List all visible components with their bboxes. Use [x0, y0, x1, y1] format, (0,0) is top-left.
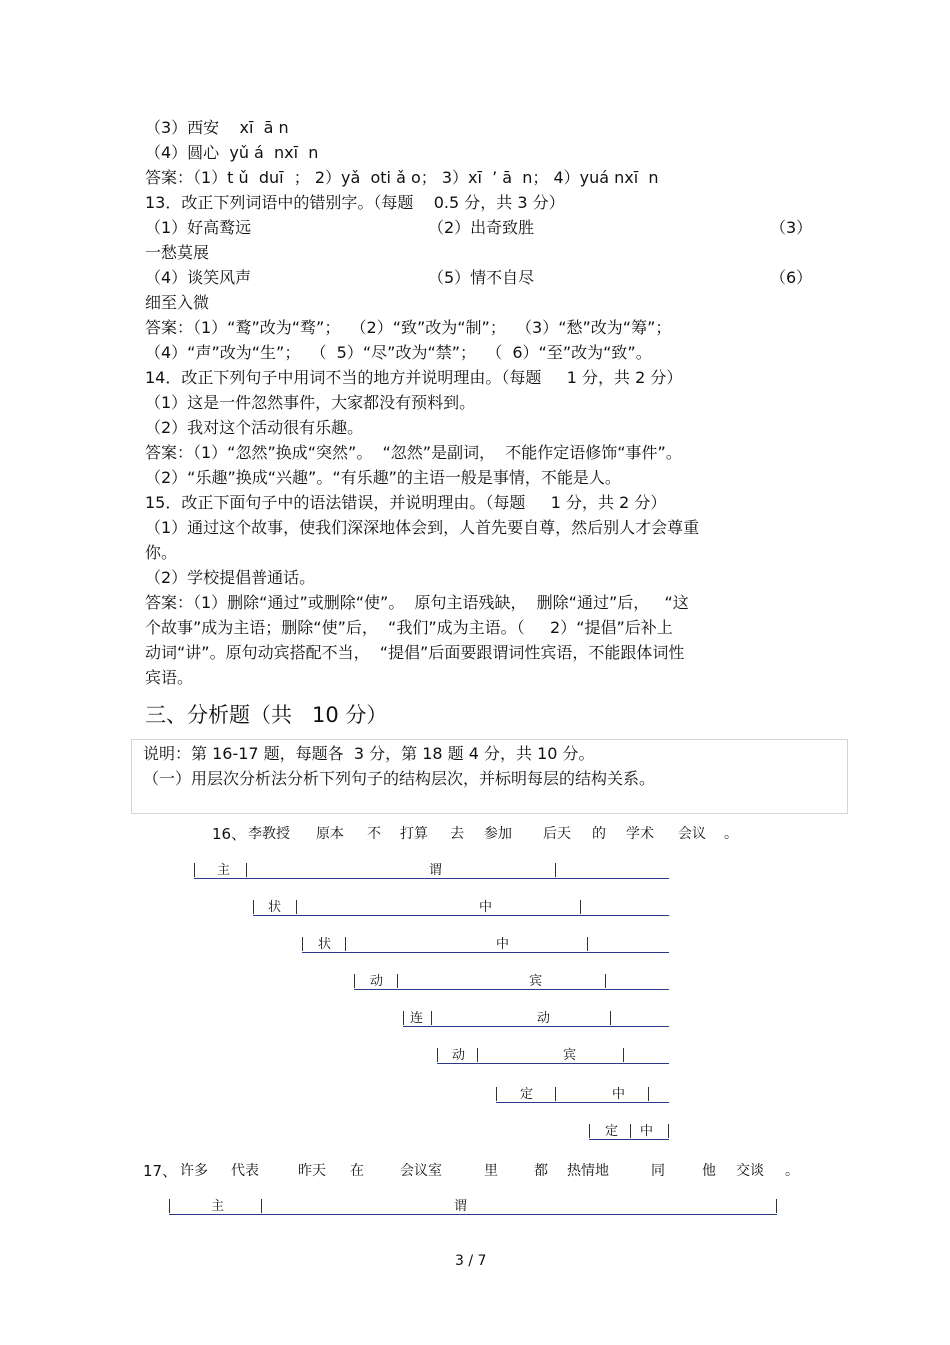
q17-label: 谓	[454, 1199, 468, 1214]
text-line: （3）	[770, 218, 813, 237]
q16-level-rule	[253, 915, 669, 916]
text-line: （6）	[770, 268, 813, 287]
q17-bar	[776, 1199, 777, 1213]
q16-bar	[431, 1011, 432, 1025]
q16-label: 谓	[429, 863, 443, 878]
q17-word: 里	[484, 1163, 498, 1179]
q16-label: 主	[217, 863, 231, 878]
q16-bar	[668, 1124, 669, 1138]
q16-label: 中	[479, 900, 493, 915]
text-line: （2）我对这个活动很有乐趣。	[145, 418, 364, 437]
text-line: 细至入微	[145, 293, 210, 312]
q16-label: 状	[318, 937, 332, 952]
q17-word: 代表	[231, 1163, 259, 1179]
q17-level-rule	[169, 1214, 777, 1215]
q16-bar	[194, 863, 195, 877]
answer-line: （4）“声”改为“生”； （ 5）“尽”改为“禁”； （ 6）“至”改为“致”。	[145, 343, 652, 362]
text-line: （5）情不自尽	[428, 268, 535, 287]
q16-bar	[354, 974, 355, 988]
q16-bar	[648, 1087, 649, 1101]
q16-level-rule	[496, 1102, 669, 1103]
q16-bar	[246, 863, 247, 877]
q16-level-rule	[354, 989, 669, 990]
q16-word: 。	[724, 826, 738, 842]
q16-bar	[623, 1048, 624, 1062]
q16-word: 不	[367, 826, 381, 842]
q17-word: 都	[534, 1163, 548, 1179]
text-line: （1）这是一件忽然事件，大家都没有预料到。	[145, 393, 476, 412]
q16-word: 李教授	[248, 826, 290, 842]
answer-line: 动词“讲”。原句动宾搭配不当， “提倡”后面要跟谓词性宾语，不能跟体词性	[145, 643, 685, 662]
q16-level-rule	[194, 878, 669, 879]
q16-bar	[302, 937, 303, 951]
q16-label: 连	[410, 1011, 424, 1026]
q16-bar	[496, 1087, 497, 1101]
page-number: 3 / 7	[455, 1253, 487, 1269]
q17-word: 交谈	[736, 1163, 764, 1179]
q16-label: 状	[268, 900, 282, 915]
q17-word: 许多	[180, 1163, 208, 1179]
answer-line: 答案：（1）“鹜”改为“骛”； （2）“致”改为“制”； （3）“愁”改为“筹”；	[145, 318, 672, 337]
text-line: 你。	[145, 543, 178, 562]
section-title: 三、分析题（共 10 分）	[145, 703, 388, 727]
q17-word: 同	[651, 1163, 665, 1179]
q16-bar	[437, 1048, 438, 1062]
answer-line: 答案：（1）删除“通过”或删除“使”。 原句主语残缺， 删除“通过”后， “这	[145, 593, 689, 612]
q16-bar	[589, 1124, 590, 1138]
q16-bar	[403, 1011, 404, 1025]
q17-word: 在	[350, 1163, 364, 1179]
question-14: 14．改正下列句子中用词不当的地方并说明理由。（每题 1 分，共 2 分）	[145, 368, 683, 387]
q16-level-rule	[589, 1139, 669, 1140]
q17-bar	[169, 1199, 170, 1213]
q17-word: 昨天	[298, 1163, 326, 1179]
q16-bar	[477, 1048, 478, 1062]
q16-bar	[587, 937, 588, 951]
text-line: （4）圆心 yǔ á nxī n	[145, 143, 319, 162]
note-line: 说明：第 16-17 题，每题各 3 分，第 18 题 4 分，共 10 分。	[143, 744, 595, 763]
q16-bar	[630, 1124, 631, 1138]
q16-bar	[610, 1011, 611, 1025]
q16-bar	[253, 900, 254, 914]
q16-level-rule	[437, 1063, 669, 1064]
q16-bar	[397, 974, 398, 988]
q16-label: 中	[612, 1087, 626, 1102]
q16-word: 参加	[484, 826, 512, 842]
q16-label: 定	[520, 1087, 534, 1102]
text-line: （1）好高鹜远	[145, 218, 252, 237]
q16-label: 中	[496, 937, 510, 952]
q16-label: 宾	[563, 1048, 577, 1063]
q16-bar	[345, 937, 346, 951]
q16-word: 打算	[400, 826, 428, 842]
q17-bar	[261, 1199, 262, 1213]
q16-label: 中	[640, 1124, 654, 1139]
q17-number: 17、	[143, 1162, 178, 1180]
q16-bar	[296, 900, 297, 914]
q17-label: 主	[211, 1199, 225, 1214]
answer-line: 答案：（1）“忽然”换成“突然”。 “忽然”是副词， 不能作定语修饰“事件”。	[145, 443, 682, 462]
q16-label: 定	[605, 1124, 619, 1139]
text-line: （4）谈笑风声	[145, 268, 252, 287]
text-line: （1）通过这个故事，使我们深深地体会到，人首先要自尊，然后别人才会尊重	[145, 518, 700, 537]
q16-level-rule	[302, 952, 669, 953]
q16-label: 动	[537, 1011, 551, 1026]
q16-word: 后天	[543, 826, 571, 842]
q16-word: 会议	[678, 826, 706, 842]
text-line: （2）学校提倡普通话。	[145, 568, 316, 587]
q16-word: 去	[450, 826, 464, 842]
answer-line: 答案：（1）t ǔ duī ； 2）yǎ oti ǎ o； 3）xī ’ ā n； 4）yuá nxī n	[145, 168, 659, 187]
q17-word: 他	[702, 1163, 716, 1179]
q16-bar	[555, 863, 556, 877]
q16-bar	[605, 974, 606, 988]
q16-number: 16、	[212, 825, 247, 843]
text-line: 一愁莫展	[145, 243, 210, 262]
note-line: （一）用层次分析法分析下列句子的结构层次，并标明每层的结构关系。	[143, 769, 656, 788]
q16-word: 的	[592, 826, 606, 842]
q17-word: 。	[785, 1163, 799, 1179]
q16-label: 动	[452, 1048, 466, 1063]
q16-label: 宾	[529, 974, 543, 989]
q16-word: 原本	[316, 826, 344, 842]
text-line: （3）西安 xī ā n	[145, 118, 289, 137]
q16-bar	[580, 900, 581, 914]
text-line: （2）出奇致胜	[428, 218, 535, 237]
q16-bar	[555, 1087, 556, 1101]
answer-line: 个故事”成为主语；删除“使”后， “我们”成为主语。（ 2）“提倡”后补上	[145, 618, 673, 637]
q16-level-rule	[403, 1026, 669, 1027]
q16-word: 学术	[626, 826, 654, 842]
answer-line: （2）“乐趣”换成“兴趣”。“有乐趣”的主语一般是事情，不能是人。	[145, 468, 621, 487]
q16-label: 动	[370, 974, 384, 989]
question-13: 13．改正下列词语中的错别字。（每题 0.5 分，共 3 分）	[145, 193, 565, 212]
question-15: 15．改正下面句子中的语法错误，并说明理由。（每题 1 分，共 2 分）	[145, 493, 667, 512]
answer-line: 宾语。	[145, 668, 194, 687]
q17-word: 会议室	[400, 1163, 442, 1179]
q17-word: 热情地	[567, 1163, 609, 1179]
